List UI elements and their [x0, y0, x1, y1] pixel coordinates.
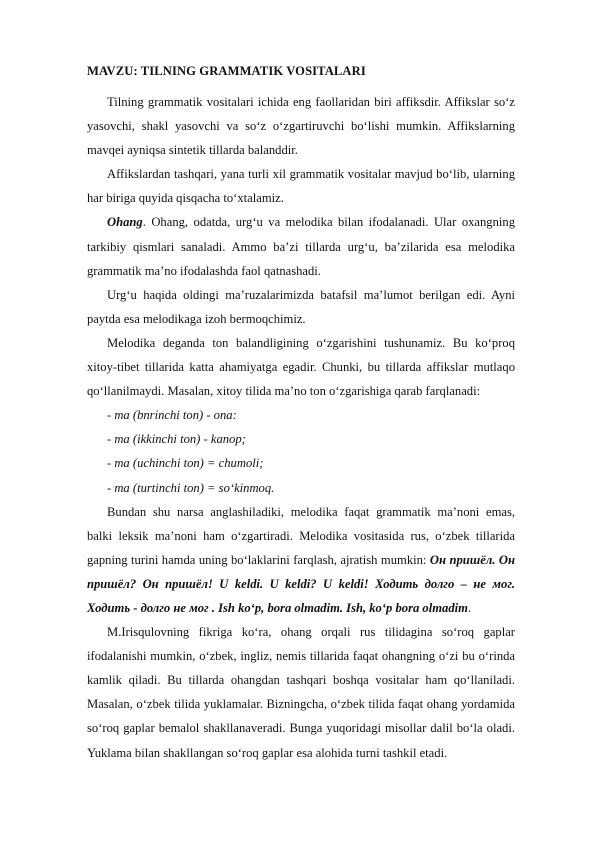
- page-title: MAVZU: TILNING GRAMMATIK VOSITALARI: [87, 64, 366, 78]
- paragraph-melodika-meaning: [87, 500, 515, 620]
- sentence-end: .: [467, 600, 472, 615]
- paragraph-ohang: [87, 210, 515, 282]
- sentence-examples: Он пришёл. Он пришёл? Он пришёл! U keldi. U keldi? U keldi! Ходить долго – не мог. Ходить - долго не мог . Ish ko‘p, bora olmadim. Ish, ko‘p bora olmadim: [87, 552, 516, 615]
- example-line: - ma (ikkinchi ton) - kanop;: [107, 432, 246, 447]
- paragraph-affixes: Tilning grammatik vositalari ichida eng faollaridan biri affiksdir. Affikslar so‘z yasovchi, shakl yasovchi va so‘z o‘zgartiruvchi bo‘lishi mumkin. Affikslarning mavqei ayniqsa sintetik tillarda balanddir.: [87, 95, 515, 158]
- example-line: - ma (bnrinchi ton) - ona:: [107, 408, 237, 423]
- document-body: [87, 90, 515, 765]
- paragraph-urgu: Urg‘u haqida oldingi ma’ruzalarimizda batafsil ma’lumot berilgan edi. Ayni paytda esa melodikaga izoh bermoqchimiz.: [87, 287, 515, 326]
- paragraph-ohang-text: . Ohang, odatda, urg‘u va melodika bilan ifodalanadi. Ular oxangning tarkibiy qismlari sanaladi. Ammo ba’zi tillarda urg‘u, ba’zilarida esa melodika grammatik ma’no ifodalashda faol qatnashadi.: [87, 215, 515, 278]
- example-line: - ma (uchinchi ton) = chumoli;: [107, 456, 264, 471]
- paragraph-irisqulov: M.Irisqulovning fikriga ko‘ra, ohang orqali rus tilidagina so‘roq gaplar ifodalanishi mumkin, o‘zbek, ingliz, nemis tillarida faqat ohangning o‘zi bu o‘rinda kamlik qiladi. Bu tillarda ohangdan tashqari boshqa vositalar ham qo‘llaniladi. Masalan, o‘zbek tilida yuklamalar. Bizningcha, o‘zbek tilida faqat ohang yordamida so‘roq gaplar bemalol shakllanaveradi. Bunga yuqoridagi misollar dalil bo‘la oladi. Yuklama bilan shakllangan so‘roq gaplar esa alohida turni tashkil etadi.: [87, 625, 515, 760]
- paragraph-other-means: Affikslardan tashqari, yana turli xil grammatik vositalar mavjud bo‘lib, ularning har biriga quyida qisqacha to‘xtalamiz.: [87, 167, 515, 206]
- term-ohang: Ohang: [107, 215, 143, 230]
- paragraph-melodika: Melodika deganda ton balandligining o‘zgarishini tushunamiz. Bu ko‘proq xitoy-tibet tillarida katta ahamiyatga egadir. Chunki, bu tillarda affikslar mutlaqo qo‘llanilmaydi. Masalan, xitoy tilida ma’no ton o‘zgarishiga qarab farqlanadi:: [87, 335, 515, 399]
- paragraph-melodika-meaning-text: Bundan shu narsa anglashiladiki, melodika faqat grammatik ma’noni emas, balki leksik ma’noni ham o‘zgartiradi. Melodika vositasida rus, o‘zbek tillarida gapning turini hamda uning bo‘laklarini farqlash, ajratish mumkin:: [87, 504, 515, 567]
- example-line: - ma (turtinchi ton) = so‘kinmoq.: [107, 480, 275, 495]
